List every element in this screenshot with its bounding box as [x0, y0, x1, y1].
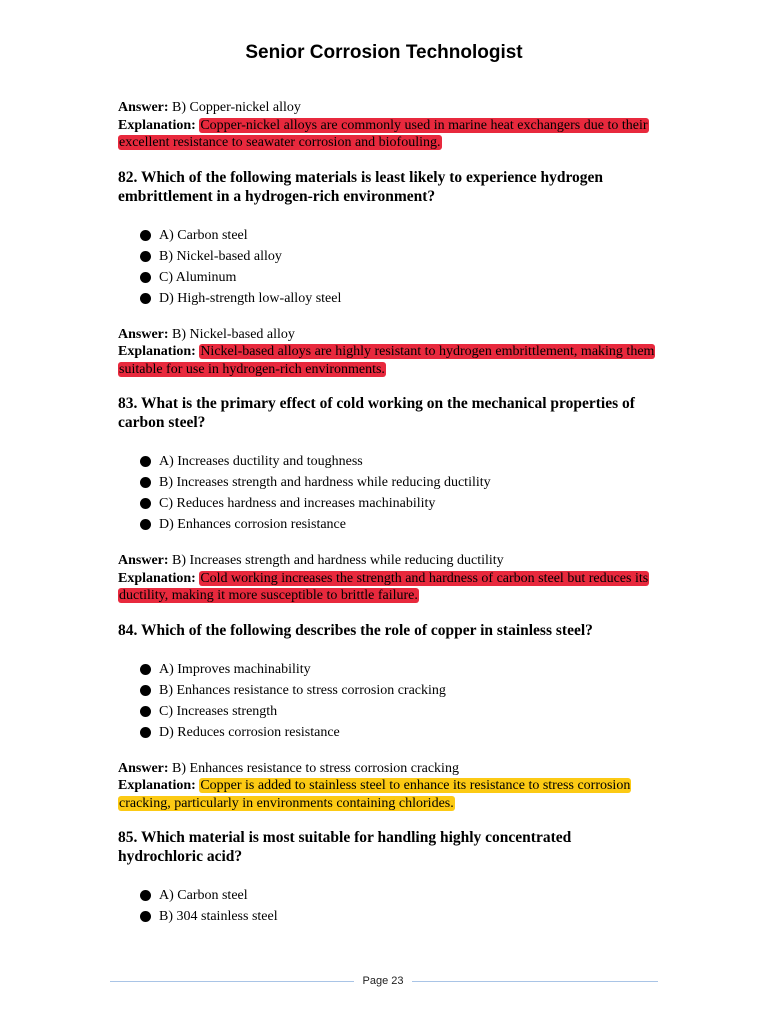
- bullet-icon: [140, 727, 151, 738]
- answer-text: B) Increases strength and hardness while reducing ductility: [172, 553, 504, 568]
- option-item: [140, 906, 658, 927]
- option-text: B) Nickel-based alloy: [159, 248, 282, 264]
- option-item: [140, 246, 658, 267]
- answer-block-83: [118, 552, 658, 605]
- bullet-icon: [140, 293, 151, 304]
- option-item: [140, 472, 658, 493]
- explanation-label: Explanation:: [118, 778, 196, 793]
- explanation-text: Copper-nickel alloys are commonly used in marine heat exchangers due to their excellent resistance to seawater corrosion and biofouling.: [119, 117, 648, 150]
- question-84: 84. Which of the following describes the role of copper in stainless steel?: [118, 621, 593, 639]
- explanation-text: Nickel-based alloys are highly resistant to hydrogen embrittlement, making them suitable for use in hydrogen-rich environments.: [119, 344, 655, 377]
- page-footer: [110, 971, 658, 991]
- option-text: A) Carbon steel: [159, 227, 248, 243]
- explanation-line: [118, 777, 658, 812]
- option-item: [140, 659, 658, 680]
- option-item: [140, 288, 658, 309]
- bullet-icon: [140, 230, 151, 241]
- options-list-84: [140, 659, 658, 743]
- bullet-icon: [140, 477, 151, 488]
- explanation-line: [118, 343, 658, 378]
- option-text: C) Aluminum: [159, 269, 237, 285]
- option-text: B) 304 stainless steel: [159, 909, 278, 924]
- explanation-text: Copper is added to stainless steel to enhance its resistance to stress corrosion cracking, particularly in environments containing chlorides.: [119, 778, 631, 811]
- answer-block-81: [118, 99, 658, 152]
- explanation-line: [118, 117, 658, 152]
- bullet-icon: [140, 251, 151, 262]
- option-text: A) Carbon steel: [159, 888, 248, 903]
- explanation-label: Explanation:: [118, 570, 196, 586]
- bullet-icon: [140, 664, 151, 675]
- option-text: B) Increases strength and hardness while reducing ductility: [159, 475, 491, 490]
- answer-block-82: [118, 326, 658, 379]
- option-item: [140, 680, 658, 701]
- explanation-text: Cold working increases the strength and hardness of carbon steel but reduces its ductility, making it more susceptible to brittle failure.: [119, 570, 649, 603]
- option-text: C) Increases strength: [159, 703, 278, 719]
- answer-line: [118, 552, 658, 570]
- options-list-82: [140, 225, 658, 309]
- options-list-83: [140, 451, 658, 535]
- answer-label: Answer:: [118, 760, 169, 776]
- answer-text: B) Nickel-based alloy: [172, 326, 295, 342]
- bullet-icon: [140, 706, 151, 717]
- explanation-line: [118, 570, 658, 605]
- option-text: D) Enhances corrosion resistance: [159, 517, 346, 532]
- option-text: D) High-strength low-alloy steel: [159, 290, 342, 306]
- option-text: A) Increases ductility and toughness: [159, 454, 363, 469]
- answer-text: B) Enhances resistance to stress corrosion cracking: [172, 760, 459, 776]
- page-number: Page 23: [362, 975, 404, 987]
- answer-text: B) Copper-nickel alloy: [172, 100, 301, 115]
- option-item: [140, 225, 658, 246]
- footer-rule-left: [110, 981, 354, 982]
- option-text: C) Reduces hardness and increases machinability: [159, 496, 436, 511]
- bullet-icon: [140, 911, 151, 922]
- question-85: 85. Which material is most suitable for handling highly concentrated hydrochloric acid?: [118, 829, 572, 865]
- bullet-icon: [140, 890, 151, 901]
- answer-label: Answer:: [118, 326, 169, 342]
- page-title: Senior Corrosion Technologist: [245, 42, 523, 63]
- option-item: [140, 701, 658, 722]
- answer-line: [118, 760, 658, 778]
- document-body: [118, 99, 658, 944]
- option-item: [140, 267, 658, 288]
- bullet-icon: [140, 498, 151, 509]
- footer-rule-right: [412, 981, 658, 982]
- option-text: A) Improves machinability: [159, 661, 311, 677]
- answer-line: [118, 99, 658, 117]
- question-82: 82. Which of the following materials is least likely to experience hydrogen embrittlement in a hydrogen-rich environment?: [118, 168, 604, 205]
- answer-label: Answer:: [118, 100, 169, 115]
- options-list-85: [140, 885, 658, 927]
- option-text: D) Reduces corrosion resistance: [159, 724, 340, 740]
- answer-label: Answer:: [118, 553, 169, 568]
- option-item: [140, 885, 658, 906]
- option-item: [140, 451, 658, 472]
- option-item: [140, 722, 658, 743]
- explanation-label: Explanation:: [118, 117, 196, 133]
- answer-line: [118, 326, 658, 344]
- explanation-label: Explanation:: [118, 344, 196, 359]
- option-text: B) Enhances resistance to stress corrosion cracking: [159, 682, 446, 698]
- bullet-icon: [140, 685, 151, 696]
- option-item: [140, 493, 658, 514]
- option-item: [140, 514, 658, 535]
- question-83: 83. What is the primary effect of cold working on the mechanical properties of carbon steel?: [118, 395, 635, 431]
- bullet-icon: [140, 272, 151, 283]
- answer-block-84: [118, 760, 658, 813]
- bullet-icon: [140, 519, 151, 530]
- bullet-icon: [140, 456, 151, 467]
